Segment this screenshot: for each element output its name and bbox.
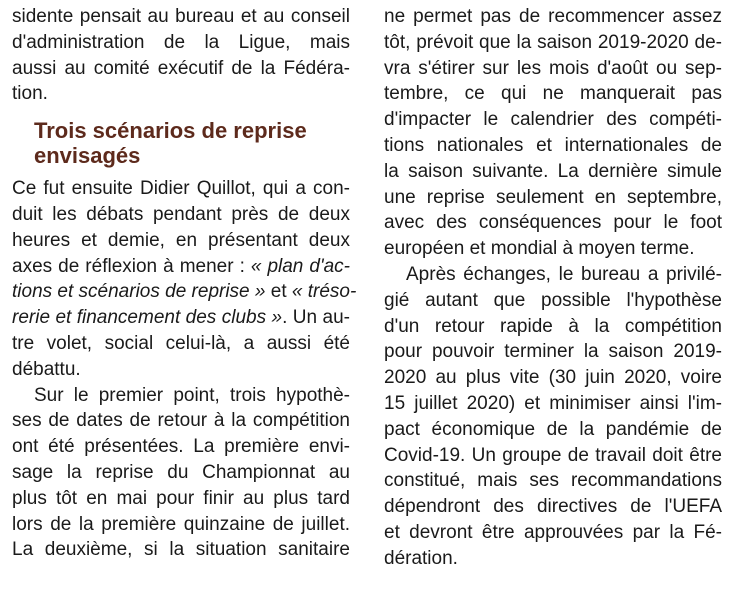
heading-line: envisagés (34, 143, 141, 169)
paragraph-decision (384, 262, 722, 572)
text-line: sage la reprise du Championnat au (12, 461, 350, 483)
text-line: pact économique de la pandémie de (384, 418, 722, 440)
text-line: Après échanges, le bureau a privilé- (406, 263, 722, 285)
paragraph-scenarios (384, 4, 722, 262)
heading-line: Trois scénarios de reprise (34, 118, 307, 144)
text-fragment: et (265, 281, 292, 303)
text-line: la saison suivante. La dernière simule (384, 160, 722, 182)
text-line: plus tôt en mai pour finir au plus tard (12, 487, 350, 509)
text-line: sidente pensait au bureau et au conseil (12, 6, 350, 27)
text-line: dépendront des directives de l'UEFA (384, 496, 722, 518)
text-line: avec des conséquences pour le foot (384, 212, 722, 234)
text-line: tre volet, social celui-là, a aussi été (12, 332, 350, 354)
text-line: duit les débats pendant près de deux (12, 203, 350, 225)
text-line: pour pouvoir terminer la saison 2019- (384, 341, 722, 363)
text-line: et devront être approuvées par la Fé- (384, 521, 722, 543)
text-line: d'un retour rapide à la compétition (384, 315, 722, 337)
text-line: d'impacter le calendrier des compéti- (384, 109, 722, 131)
quote-fragment: « tréso- (291, 281, 357, 303)
text-line: Sur le premier point, trois hypothè- (34, 384, 350, 406)
text-line: tembre, ce qui ne manquerait pas (384, 83, 722, 105)
text-line: 2020 au plus vite (30 juin 2020, voire (384, 367, 722, 389)
text-line: tions nationales et internationales de (384, 134, 722, 156)
text-line (12, 279, 357, 305)
text-fragment: axes de réflexion à mener : (12, 255, 251, 277)
section-heading (12, 118, 350, 168)
paragraph-intro (12, 4, 350, 107)
paragraph-quillot (12, 176, 357, 382)
quote-fragment: « plan d'ac- (250, 255, 350, 277)
article-column-left (12, 4, 357, 563)
text-line: gié autant que possible l'hypothèse (384, 289, 722, 311)
text-line: ses de dates de retour à la compétition (12, 410, 350, 432)
text-line: une reprise seulement en septembre, (384, 186, 722, 208)
text-line: dération. (384, 547, 458, 569)
paragraph-hypotheses (12, 383, 350, 564)
quote-fragment: rerie et financement des clubs » (12, 307, 283, 329)
quote-fragment: tions et scénarios de reprise » (12, 281, 266, 303)
text-line: La deuxième, si la situation sanitaire (12, 539, 350, 561)
text-line: lors de la première quinzaine de juillet. (12, 513, 350, 535)
text-line: heures et demie, en présentant deux (12, 229, 350, 251)
text-line: débattu. (12, 358, 81, 380)
article-column-right (384, 4, 722, 572)
text-line: ont été présentées. La première envi- (12, 436, 350, 458)
text-line: 15 juillet 2020) et minimiser ainsi l'im- (384, 392, 722, 414)
text-line (12, 254, 350, 280)
text-line: d'administration de la Ligue, mais (12, 31, 350, 53)
text-line: Ce fut ensuite Didier Quillot, qui a con- (12, 178, 350, 200)
text-fragment: . Un au- (282, 307, 350, 329)
text-line: Covid-19. Un groupe de travail doit être (384, 444, 722, 466)
text-line: européen et mondial à moyen terme. (384, 238, 695, 260)
text-line: tion. (12, 83, 48, 105)
text-line: tôt, prévoit que la saison 2019-2020 de- (384, 31, 722, 53)
text-line: constitué, mais ses recommandations (384, 470, 722, 492)
text-line: ne permet pas de recommencer assez (384, 6, 722, 27)
text-line: vra s'étirer sur les mois d'août ou sep- (384, 57, 722, 79)
text-line (12, 305, 350, 331)
text-line: aussi au comité exécutif de la Fédéra- (12, 57, 350, 79)
